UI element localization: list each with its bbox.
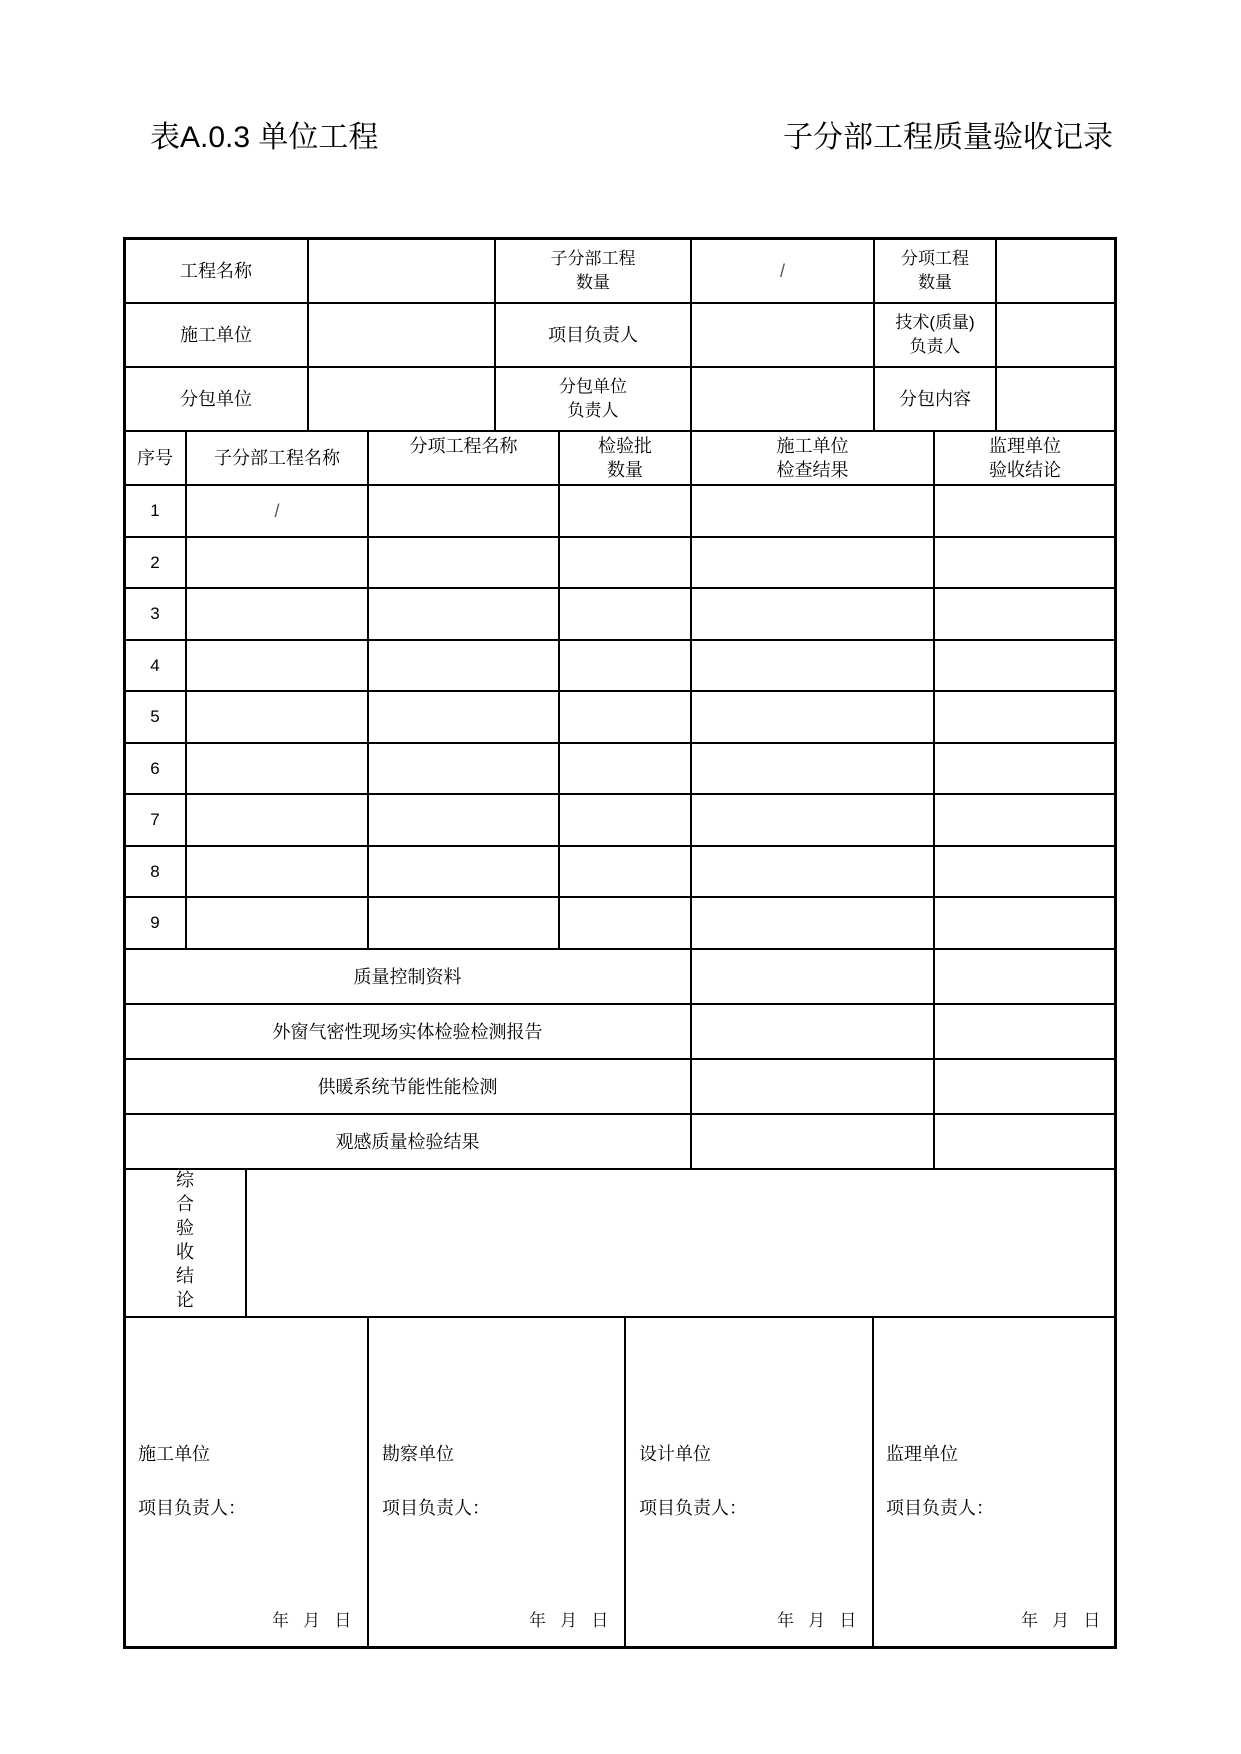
form-number-title: 表A.0.3 单位工程 [150,121,379,154]
contractor-field[interactable] [309,304,494,366]
table-row-number: 3 [150,604,160,623]
table-row-number: 1 [150,501,160,520]
table-row-number: 7 [150,810,160,829]
subdivision-count-field[interactable]: / [779,260,785,281]
sign-supervisor-date: 年 月 日 [1021,1611,1101,1630]
subcontract-content-label: 分包内容 [899,389,971,409]
overall-conclusion-field[interactable] [247,1170,1115,1316]
project-name-field[interactable] [309,239,494,302]
subcontractor-label: 分包单位 [180,389,252,409]
table-row-number: 8 [150,861,160,881]
project-name-label: 工程名称 [180,260,252,281]
project-manager-label: 项目负责人 [548,325,638,345]
subcontractor-manager-label: 分包单位 负责人 [559,377,627,420]
overall-conclusion-label: 综 合 验 收 结 论 [176,1170,194,1310]
sign-contractor-date: 年 月 日 [272,1611,352,1630]
sign-supervisor-person: 项目负责人： [886,1498,994,1518]
sign-survey-person: 项目负责人： [382,1498,490,1518]
subdivision-count-label: 子分部工程 数量 [550,248,636,292]
tech-manager-field[interactable] [997,304,1115,366]
table-row-subdivision[interactable]: / [274,501,280,521]
subcontractor-manager-field[interactable] [692,368,873,430]
col-header-item-name: 分项工程名称 [409,436,518,456]
col-header-no: 序号 [137,448,173,468]
sign-contractor-unit: 施工单位 [138,1444,210,1464]
sign-design-person: 项目负责人： [639,1498,747,1518]
check-heating-energy-test: 供暖系统节能性能检测 [317,1076,498,1097]
contractor-label: 施工单位 [180,325,252,345]
table-row-number: 6 [150,758,160,778]
sign-survey-unit: 勘察单位 [382,1444,454,1464]
tech-manager-label: 技术(质量) 负责人 [895,313,975,356]
table-row-number: 4 [150,655,160,675]
sign-survey-date: 年 月 日 [529,1611,609,1630]
project-manager-field[interactable] [692,304,873,366]
form-title: 子分部工程质量验收记录 [783,121,1113,154]
table-row-number: 5 [150,707,160,726]
col-header-supervisor-conclusion: 监理单位 验收结论 [989,436,1061,480]
col-header-subdivision: 子分部工程名称 [214,448,340,468]
subcontractor-field[interactable] [309,368,494,430]
col-header-batch-count: 检验批 数量 [598,436,652,480]
check-visual-quality-result: 观感质量检验结果 [335,1131,480,1152]
check-quality-control-docs: 质量控制资料 [353,966,462,987]
sign-design-date: 年 月 日 [777,1611,857,1630]
sign-design-unit: 设计单位 [639,1444,711,1464]
table-row-number: 9 [150,913,160,932]
col-header-contractor-result: 施工单位 检查结果 [776,436,849,480]
table-row-number: 2 [150,552,160,572]
item-count-label: 分项工程 数量 [901,248,969,292]
subcontract-content-field[interactable] [997,368,1115,430]
sign-contractor-person: 项目负责人： [138,1498,246,1518]
sign-supervisor-unit: 监理单位 [886,1444,958,1464]
item-count-field[interactable] [997,239,1115,302]
check-window-airtightness-report: 外窗气密性现场实体检验检测报告 [272,1021,543,1042]
